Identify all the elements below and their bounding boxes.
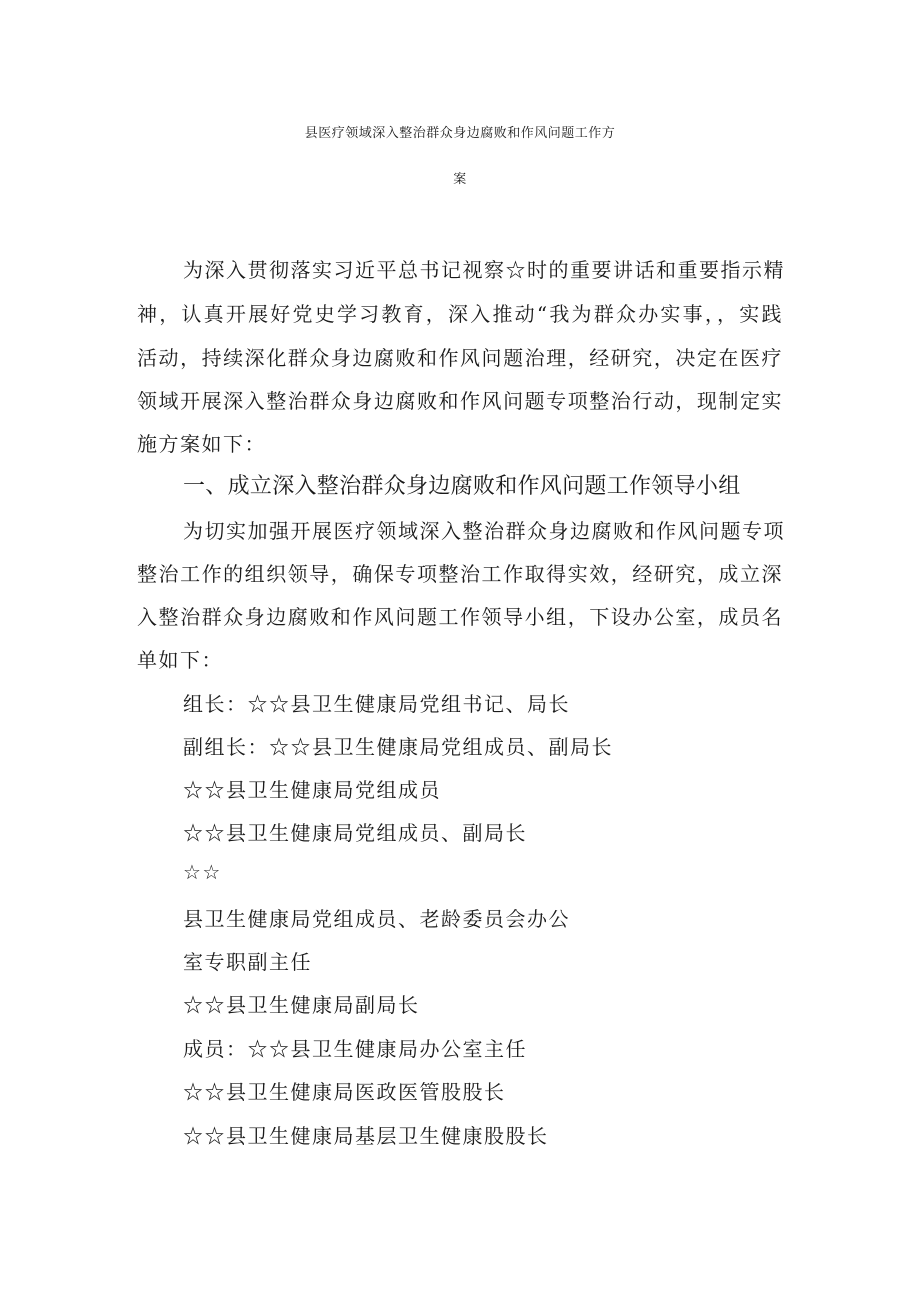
section-1-line: 整治工作的组织领导，确保专项整治工作取得实效，经研究，成立深 <box>137 562 783 586</box>
section-1-line: 单如下： <box>137 648 223 672</box>
member-list-item: 组长：☆☆县卫生健康局党组书记、局长 <box>183 692 570 716</box>
member-list-item: 副组长：☆☆县卫生健康局党组成员、副局长 <box>183 735 613 759</box>
member-list-item: ☆☆县卫生健康局党组成员、副局长 <box>183 821 527 845</box>
member-list-item: 县卫生健康局党组成员、老龄委员会办公 <box>183 907 570 931</box>
intro-line: 神，认真开展好党史学习教育，深入推动“我为群众办实事，，实践 <box>137 302 783 326</box>
member-list-item: ☆☆县卫生健康局党组成员 <box>183 778 441 802</box>
section-1-line: 入整治群众身边腐败和作风问题工作领导小组，下设办公室，成员名 <box>137 605 783 629</box>
member-list-item: 成员：☆☆县卫生健康局办公室主任 <box>183 1037 527 1061</box>
member-list-item: ☆☆县卫生健康局基层卫生健康股股长 <box>183 1124 549 1148</box>
intro-line: 活动，持续深化群众身边腐败和作风问题治理，经研究，决定在医疗 <box>137 346 783 370</box>
member-list-item: ☆☆县卫生健康局医政医管股股长 <box>183 1080 506 1104</box>
section-1-heading: 一、成立深入整治群众身边腐败和作风问题工作领导小组 <box>183 474 741 499</box>
document-title-line-2: 案 <box>453 172 467 187</box>
intro-line: 领域开展深入整治群众身边腐败和作风问题专项整治行动，现制定实 <box>137 389 783 413</box>
intro-line: 为深入贯彻落实习近平总书记视察☆时的重要讲话和重要指示精 <box>183 258 785 282</box>
member-list-item: ☆☆县卫生健康局副局长 <box>183 993 420 1017</box>
intro-line: 施方案如下： <box>137 432 266 456</box>
section-1-line: 为切实加强开展医疗领域深入整治群众身边腐败和作风问题专项 <box>183 519 785 543</box>
member-list-item: 室专职副主任 <box>183 950 312 974</box>
document-title-line-1: 县医疗领域深入整治群众身边腐败和作风问题工作方 <box>304 126 616 141</box>
member-list-item: ☆☆ <box>183 860 222 884</box>
